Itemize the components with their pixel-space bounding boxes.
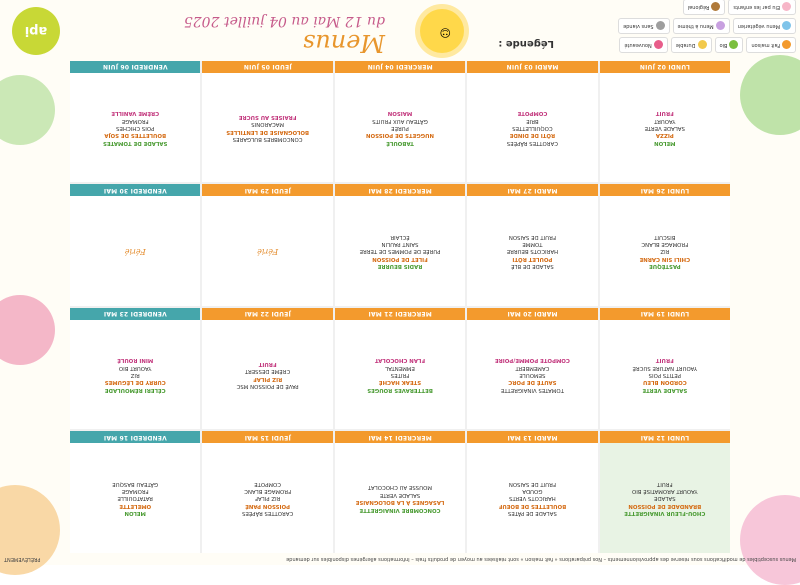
day-cell [335,432,465,554]
menu-item: FROMAGE BLANC [641,241,689,248]
legend-item [746,37,796,53]
menu-item: FLAN CHOCOLAT [374,357,426,364]
legend-item [619,37,667,53]
legend-item [671,37,712,53]
day-cell [202,185,332,307]
day-menu [335,444,465,554]
day-cell [70,185,200,307]
menu-item: TOMATES VINAIGRETTE [500,386,564,393]
menu-item: PURÉE [391,124,409,131]
legend-icon [782,41,791,50]
menu-item: SALADE [654,495,676,502]
legend-icon [716,22,725,31]
menu-item: BOLOGNAISE DE LENTILLES [226,128,310,135]
menu-item: CÉLERI RÉMOULADE [104,386,166,393]
day-header: VENDREDI 16 MAI [70,432,200,444]
legend-item [715,37,744,53]
leaf-decoration [740,55,800,135]
legend-icon [782,22,791,31]
legend-icon [711,3,720,12]
day-menu [600,197,730,307]
menu-item: PETITS POIS [648,371,682,378]
menu-item: COMPOTE POMME/POIRE [494,357,570,364]
menu-item: EMMENTAL [385,364,415,371]
menu-item: POIS CHICHES [116,124,155,131]
day-menu [70,197,200,307]
menu-item: FRUIT DE SAISON [508,480,556,487]
menu-item: CRÈME DESSERT [245,368,291,375]
day-header: MARDI 27 MAI [467,185,597,197]
menu-item: CONCOMBRE VINAIGRETTE [359,506,441,513]
menu-item: SALADE DE TOMATES [103,139,168,146]
menu-item: CHOU-FLEUR VINAIGRETTE [624,510,706,517]
menu-item: SALADE VERTE [379,491,421,498]
menu-item: POISSON PANÉ [245,502,291,509]
day-cell [202,432,332,554]
day-cell [600,185,730,307]
menu-title: Menus [302,29,385,57]
menu-item: BOULETTES DE BOEUF [498,502,567,509]
day-header: MARDI 13 MAI [467,432,597,444]
day-menu [467,197,597,307]
day-cell [70,61,200,183]
menu-item: GÂTEAU AUX FRUITS [372,117,428,124]
sun-icon: ☺ [420,9,464,53]
menu-item: BETTERAVES ROUGES [367,386,433,393]
legend-label: Fait maison [751,42,780,48]
menu-item: SALADE DE PÂTES [507,510,557,517]
day-cell [202,308,332,430]
day-cell [335,185,465,307]
menu-item: SEMOULE [519,371,546,378]
menu-item: POULET RÔTI [512,255,553,262]
legend-label: Bio [719,42,728,48]
menu-item: RIZ PILAF [253,375,283,382]
day-header: VENDREDI 06 JUIN [70,61,200,73]
menu-item: CAROTTES RÂPÉES [506,139,558,146]
day-header: JEUDI 22 MAI [202,308,332,320]
menu-item: CONCOMBRES BULGARES [232,136,303,143]
menu-item: OMELETTE [119,502,152,509]
day-menu [70,73,200,183]
day-header: MERCREDI 21 MAI [335,308,465,320]
day-header: LUNDI 19 MAI [600,308,730,320]
menu-item: PURÉE DE POMMES DE TERRE [359,248,441,255]
legend-title: Légende : [498,38,554,49]
page-label: PRÉLÈVEMENT [4,556,41,562]
menu-item: MOUSSE AU CHOCOLAT [368,484,432,491]
legend-item [728,0,796,15]
menu-item: CAMEMBERT [515,364,550,371]
menu-item: PAVÉ DE POISSON MSC [236,383,299,390]
legend-label: Elu par les enfants [733,4,780,10]
menu-item: GÂTEAU BASQUE [112,480,159,487]
menu-item: FRUIT [655,110,674,117]
menu-item: NUGGETS DE POISSON [365,132,435,139]
menu-item: FROMAGE [121,117,149,124]
day-menu [202,73,332,183]
menu-item: MINI ROULÉ [117,357,154,364]
menu-item: BRIE [526,117,539,124]
day-menu [600,73,730,183]
top-disclaimer: Menus susceptibles de modifications sous réserve des approvisionnements – Nos préparations « fait maison » sont réalisées au moyen de produits frais – Informations allergènes disponibles sur demande [286,556,796,562]
menu-item: COQUILLETTES [512,124,553,131]
menu-item: RIZ [130,371,140,378]
menu-period: du 12 Mai au 04 juillet 2025 [183,13,385,29]
legend-label: Menu à thème [677,23,714,29]
menu-item: YAOURT NATURE SUCRÉ [632,364,698,371]
day-header: JEUDI 05 JUIN [202,61,332,73]
day-header: JEUDI 15 MAI [202,432,332,444]
day-menu [467,73,597,183]
legend-item [618,18,669,34]
menu-item: SAUTÉ DE PORC [508,379,557,386]
menu-item: TABOULÉ [386,139,414,146]
legend-icon [729,41,738,50]
day-menu [202,444,332,554]
menu-item: FRUIT DE SAISON [508,233,556,240]
menu-item: MELON [124,510,146,517]
day-cell [70,308,200,430]
legend-label: Menu végétarien [737,23,780,29]
menu-item: RIZ [660,248,670,255]
menu-item: YAOURT BIO [118,364,152,371]
menu-item: ÉCLAIR [390,233,410,240]
menu-item: RÔTI DE DINDE [509,132,556,139]
legend-item [673,18,730,34]
day-cell [467,61,597,183]
day-cell [70,432,200,554]
day-cell [600,432,730,554]
day-cell [600,61,730,183]
menu-item: FROMAGE [121,488,149,495]
menu-item: RADIS BEURRE [377,263,423,270]
flower-decoration [740,495,800,585]
menu-item: MACARONIS [251,121,284,128]
menu-item: CRÈME VANILLE [111,110,160,117]
menu-item: PASTÈQUE [649,263,681,270]
menu-item: TOMME [522,241,543,248]
day-menu [600,444,730,554]
menu-item: Férié [257,247,279,257]
day-header: LUNDI 12 MAI [600,432,730,444]
menu-item: CAROTTES RÂPÉES [242,510,294,517]
day-cell [600,308,730,430]
legend-label: Sans viande [623,23,654,29]
menu-item: RIZ PILAF [254,495,281,502]
flower-decoration [0,295,55,365]
menu-item: HARICOTS BEURRE [506,248,559,255]
menu-item: SALADE DE BLÉ [511,263,554,270]
day-menu [335,320,465,430]
menu-item: BISCUIT [654,233,676,240]
day-menu [70,444,200,554]
menu-item: CURRY DE LÉGUMES [104,379,166,386]
day-menu [202,197,332,307]
menu-item: FILET DE POISSON [372,255,428,262]
menu-item: HARICOTS VERTS [509,495,556,502]
menu-item: YAOURT [654,117,676,124]
menu-item: MAISON [387,110,413,117]
legend-label: Nouveauté [624,42,652,48]
menu-item: FRUIT [655,357,674,364]
menu-item: STEAK HACHÉ [378,379,422,386]
day-header: LUNDI 02 JUIN [600,61,730,73]
leaf-decoration [0,75,55,145]
legend [558,5,796,53]
day-cell [467,308,597,430]
day-header: MERCREDI 28 MAI [335,185,465,197]
api-logo: api [12,7,60,55]
menu-item: BOULETTES DE SOJA [104,132,167,139]
day-menu [335,197,465,307]
menu-item: COMPOTE [254,480,282,487]
menu-item: FRAISES AU SUCRE [238,113,297,120]
menu-item: RATATOUILLE [117,495,153,502]
legend-label: Durable [675,42,696,48]
legend-icon [782,3,791,12]
day-cell [335,308,465,430]
legend-icon [656,22,665,31]
day-header: VENDREDI 23 MAI [70,308,200,320]
day-cell [467,432,597,554]
menu-item: FRITES [390,371,410,378]
day-cell [467,185,597,307]
legend-icon [654,41,663,50]
day-header: MERCREDI 04 JUIN [335,61,465,73]
day-menu [467,444,597,554]
day-menu [335,73,465,183]
legend-label: Régional [687,4,710,10]
day-cell [335,61,465,183]
menu-item: COMPOTE [517,110,548,117]
day-menu [467,320,597,430]
day-header: MARDI 03 JUIN [467,61,597,73]
day-header: JEUDI 29 MAI [202,185,332,197]
menu-item: CORDON BLEU [642,379,687,386]
header-band [0,0,800,59]
menu-item: GOUDA [522,488,543,495]
menu-item: SALADE VERTE [642,386,688,393]
menu-item: BRANDADE DE POISSON [628,502,702,509]
menu-grid [70,61,730,553]
menu-item: SALADE VERTE [644,124,686,131]
day-cell [202,61,332,183]
menu-item: YAOURT AROMATISÉ BIO [632,488,698,495]
menu-item: CHILI SIN CARNE [639,255,691,262]
legend-icon [698,41,707,50]
menu-item: PIZZA [655,132,674,139]
menu-item: FRUIT [656,480,673,487]
menu-item: MELON [654,139,676,146]
menu-item: Férié [124,247,146,257]
day-menu [70,320,200,430]
menu-item: FRUIT [258,360,277,367]
legend-item [683,0,726,15]
day-menu [600,320,730,430]
menu-item: SAINT PAULIN [381,241,419,248]
legend-item [733,18,796,34]
day-header: MERCREDI 14 MAI [335,432,465,444]
menu-item: LASAGNES À LA BOLOGNAISE [355,499,445,506]
day-menu [202,320,332,430]
menu-item: FROMAGE BLANC [244,488,292,495]
day-header: MARDI 20 MAI [467,308,597,320]
day-header: LUNDI 26 MAI [600,185,730,197]
day-header: VENDREDI 30 MAI [70,185,200,197]
